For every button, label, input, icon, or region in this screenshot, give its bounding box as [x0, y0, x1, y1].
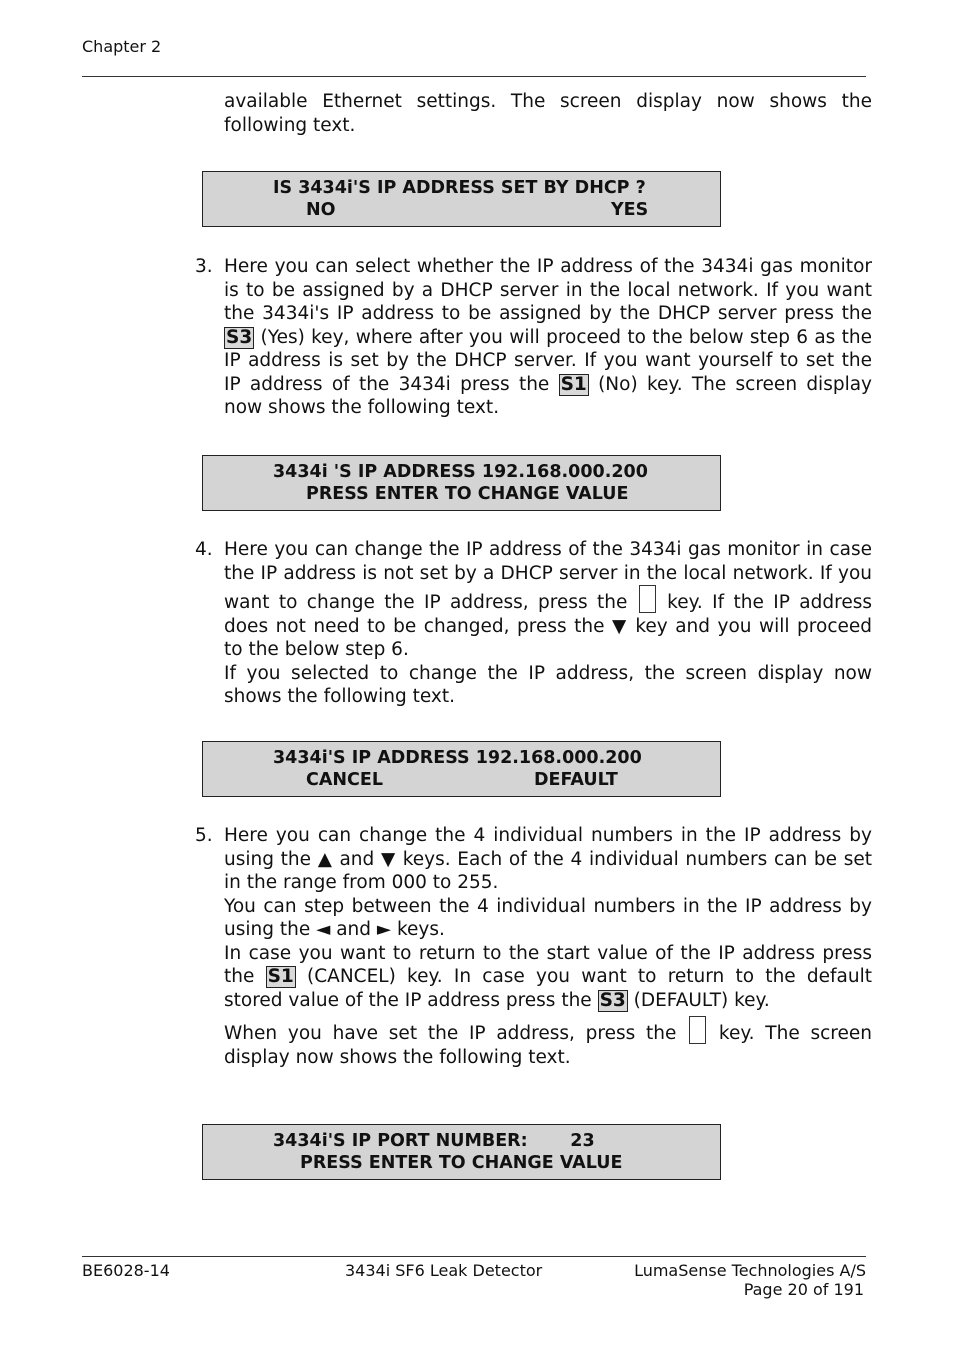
step-number-3: 3.: [195, 256, 213, 277]
step5-text-arrows: Here you can change the 4 individual numbers in the IP address by using the ▲ and ▼ keys. Each of the 4 individual numbers can be set in the range from 000 to 255.: [224, 825, 872, 893]
step5-reset-part2: (CANCEL) key. In case you want to return to the default stored value of the IP address press the: [224, 966, 872, 1011]
lcd-display-ip-edit: [202, 741, 721, 797]
footer-product: 3434i SF6 Leak Detector: [345, 1261, 543, 1280]
step3-text-part2: (Yes) key, where after you will proceed to the below step 6 as the IP address is set by the DHCP server. If you want yourself to set the IP address of the 3434i press the: [224, 326, 872, 395]
step3-text-part3: (No) key. The screen display now shows the following text.: [224, 373, 873, 418]
lcd-softkey-no: NO: [306, 200, 336, 220]
s1-key: S1: [560, 373, 587, 395]
lcd-display-dhcp: [202, 171, 721, 227]
step5-text-step: You can step between the 4 individual numbers in the IP address by using the ◄ and ► keys.: [224, 895, 872, 940]
step4-text-part1: Here you can change the IP address of the 3434i gas monitor in case the IP address is not set by a DHCP server in the local network. If you want to change the IP address, press the: [224, 539, 872, 613]
header-rule: [82, 76, 866, 77]
lcd-softkey-yes: YES: [611, 200, 649, 220]
lcd-softkey-default: DEFAULT: [534, 770, 618, 790]
lcd-softkey-cancel: CANCEL: [306, 770, 383, 790]
footer-page-number: Page 20 of 191: [743, 1280, 864, 1299]
enter-key-icon: [639, 585, 656, 613]
lcd-display-port: [202, 1124, 721, 1180]
step5-enter-part2: key. The screen display now shows the following text.: [224, 1023, 872, 1068]
footer-doc-id: BE6028-14: [82, 1261, 170, 1280]
step4-text: [224, 538, 872, 662]
lcd-line1: 3434i'S IP ADDRESS 192.168.000.200: [273, 748, 642, 768]
lcd-display-ip-address: [202, 455, 721, 511]
lcd-line1: IS 3434i'S IP ADDRESS SET BY DHCP ?: [273, 178, 646, 198]
step5-reset-part3: (DEFAULT) key.: [627, 989, 770, 1011]
step-number-5: 5.: [195, 825, 213, 846]
step4-text-part2: key. If the IP address does not need to be changed, press the ▼ key and you will proceed to the below step 6.: [224, 592, 872, 660]
step-number-4: 4.: [195, 539, 213, 560]
step3-text: [224, 255, 872, 420]
footer-rule: [82, 1256, 866, 1257]
lcd-line1: 3434i'S IP PORT NUMBER: 23: [273, 1131, 595, 1151]
step4-paragraph: [224, 538, 872, 709]
step4-text-followup: If you selected to change the IP address, the screen display now shows the following text.: [224, 662, 872, 707]
step5-paragraph: [224, 824, 872, 1069]
chapter-header: Chapter 2: [82, 37, 162, 56]
step5-text-enter: [224, 1016, 872, 1069]
intro-paragraph: [224, 90, 872, 137]
lcd-line1: 3434i 'S IP ADDRESS 192.168.000.200: [273, 462, 648, 482]
intro-text: available Ethernet settings. The screen display now shows the following text.: [224, 91, 872, 136]
s3-key: S3: [599, 989, 626, 1011]
step3-text-part1: Here you can select whether the IP address of the 3434i gas monitor is to be assigned by a DHCP server in the local network. If you want the 3434i's IP address to be assigned by the DHCP server press the: [224, 256, 872, 324]
enter-key-icon: [689, 1016, 706, 1044]
step3-paragraph: [224, 255, 872, 420]
footer-company: LumaSense Technologies A/S: [634, 1261, 866, 1280]
step5-enter-part1: When you have set the IP address, press the: [224, 1023, 688, 1044]
lcd-line2: PRESS ENTER TO CHANGE VALUE: [300, 1153, 623, 1173]
s3-key: S3: [226, 326, 253, 348]
lcd-line2: PRESS ENTER TO CHANGE VALUE: [306, 484, 629, 504]
s1-key: S1: [267, 966, 294, 987]
step5-text-reset: [224, 942, 872, 1013]
step5-reset-part1: In case you want to return to the start value of the IP address press the: [224, 942, 872, 987]
